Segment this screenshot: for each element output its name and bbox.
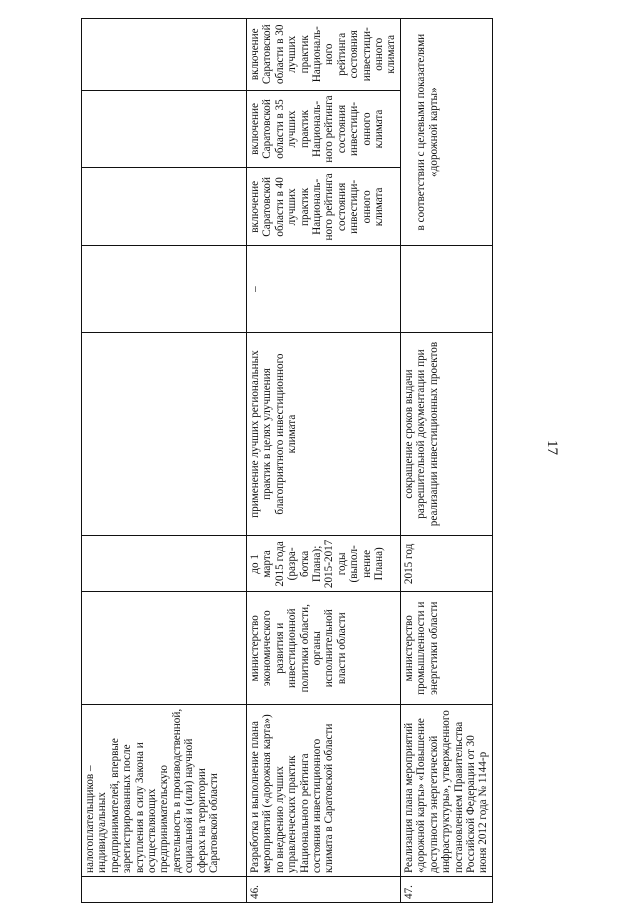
- target-merged-cell: [400, 19, 492, 246]
- measure-title: Разработка и выполнение плана мероприятий («дорожная карта») по внедрению лучших управленческих практик Национального рейтинга состояния инвестиционного климата в Саратовской области: [247, 705, 401, 877]
- deadline-cell: до 1 марта 2015 года (разра-ботка Плана); 2015-2017 годы (выпол-нение Плана): [247, 536, 401, 592]
- table-row: [82, 19, 247, 903]
- target-2016-cell: включение Саратовской области в 35 лучших практик Националь-ного рейтинга состояния инвестици-онного климата: [247, 90, 401, 168]
- executor-cell: министерство промышленности и энергетики области: [400, 592, 492, 705]
- row-number: [82, 877, 247, 903]
- measure-title: налогоплательщиков – индивидуальных предпринимателей, впервые зарегистрированных после вступления в силу Закона и осуществляющих предпринимательскую деятельность в производственной, социальной и (или) научной сферах на территории Саратовской области: [82, 705, 247, 877]
- result-cell: [82, 332, 247, 535]
- target-2015-cell: [82, 168, 247, 246]
- rotated-table-page: [81, 18, 490, 903]
- row-number: 47.: [400, 877, 492, 903]
- target-2015-cell: включение Саратовской области в 40 лучших практик Националь-ного рейтинга состояния инвестици-онного климата: [247, 168, 401, 246]
- target-2017-cell: [82, 19, 247, 91]
- executor-cell: министерство экономического развития и инвестиционной политики области, органы исполнительной власти области: [247, 592, 401, 705]
- target-text: в соответствии с целевыми показателями «дорожной карты»: [415, 33, 440, 231]
- target-2014-cell: –: [247, 246, 401, 333]
- result-cell: применение лучших региональных практик в целях улучшения благоприятного инвестиционного климата: [247, 332, 401, 535]
- target-2017-cell: включение Саратовской области в 30 лучших практик Националь-ного рейтинга состояния инвестици-онного климата: [247, 19, 401, 91]
- target-2014-cell: [400, 246, 492, 333]
- table-row: [400, 19, 492, 903]
- target-2016-cell: [82, 90, 247, 168]
- measure-title: Реализация плана мероприятий «дорожной карты» «Повышение доступности энергетической инфраструктуры», утвержденного постановлением Правительства Российской Федерации от 30 июня 2012 года № 1144-р: [400, 705, 492, 877]
- page-number: 17: [544, 440, 560, 455]
- deadline-cell: 2015 год: [400, 536, 492, 592]
- row-number: 46.: [247, 877, 401, 903]
- target-2014-cell: [82, 246, 247, 333]
- table-row: [247, 19, 401, 903]
- result-cell: сокращение сроков выдачи разрешительной документации при реализации инвестиционных проектов: [400, 332, 492, 535]
- executor-cell: [82, 592, 247, 705]
- measures-table: [81, 18, 493, 903]
- deadline-cell: [82, 536, 247, 592]
